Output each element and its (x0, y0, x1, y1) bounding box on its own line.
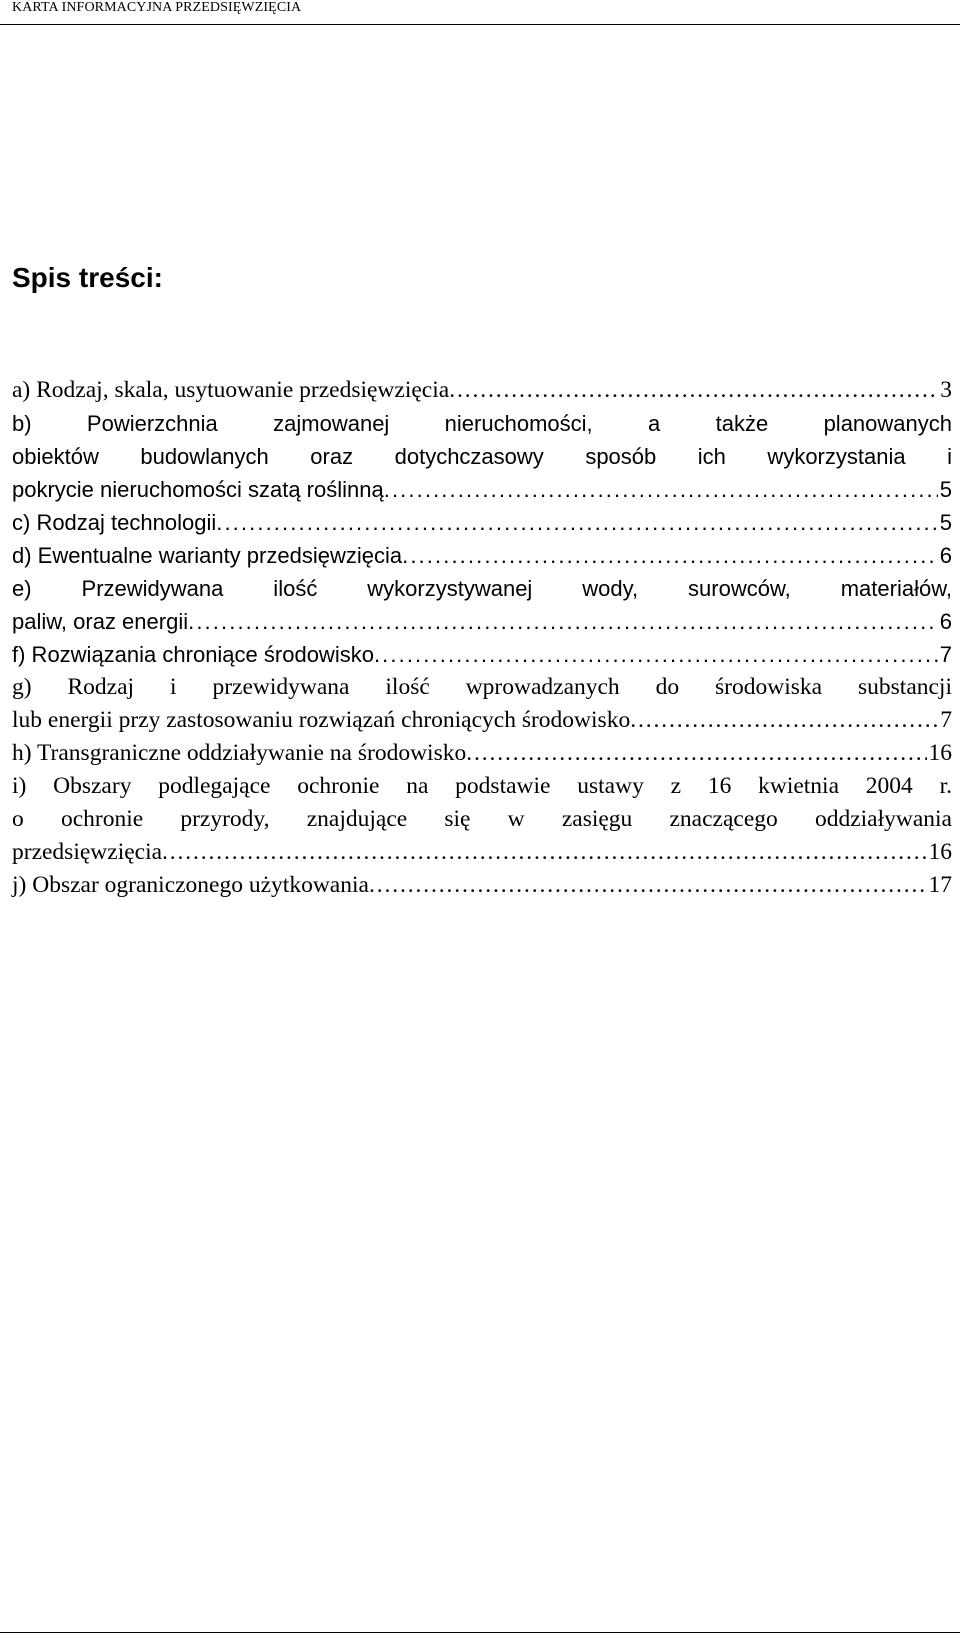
toc-entry-label: c) Rodzaj technologii (12, 510, 217, 535)
toc-entry-label: lub energii przy zastosowaniu rozwiązań chroniących środowisko (12, 707, 631, 733)
toc-page-number: 7 (939, 642, 952, 667)
toc-entry-label: f) Rozwiązania chroniące środowisko (12, 642, 374, 667)
toc-page-number: 3 (940, 377, 952, 403)
toc-line: e) Przewidywana ilość wykorzystywanej wody, surowców, materiałów, (12, 576, 952, 601)
table-of-contents (12, 374, 952, 902)
toc-page-number: 6 (939, 609, 952, 634)
toc-page-number: 17 (928, 872, 952, 898)
dot-leader (216, 506, 938, 539)
dot-leader (466, 737, 926, 770)
toc-line: g) Rodzaj i przewidywana ilość wprowadzanych do środowiska substancji (12, 674, 952, 700)
footer-rule (0, 1632, 960, 1633)
toc-entry-label: h) Transgraniczne oddziaływanie na środowisko (12, 740, 467, 766)
toc-line: obiektów budowlanych oraz dotychczasowy sposób ich wykorzystania i (12, 444, 952, 469)
toc-line (12, 506, 952, 539)
dot-leader (449, 374, 938, 407)
toc-entry-i[interactable] (12, 770, 952, 869)
toc-line (12, 869, 952, 902)
toc-entry-a[interactable] (12, 374, 952, 407)
page-header: KARTA INFORMACYJNA PRZEDSIĘWZIĘCIA (12, 0, 302, 15)
toc-entry-label: paliw, oraz energii (12, 609, 189, 634)
toc-line (12, 374, 952, 407)
toc-page-number: 5 (939, 477, 952, 502)
dot-leader (162, 836, 926, 869)
dot-leader (402, 539, 938, 572)
toc-entry-f[interactable] (12, 638, 952, 671)
toc-line (12, 704, 952, 737)
dot-leader (369, 869, 927, 902)
toc-title: Spis treści: (12, 262, 163, 293)
toc-entry-label: pokrycie nieruchomości szatą roślinną (12, 477, 384, 502)
toc-line (12, 539, 952, 572)
toc-line (12, 638, 952, 671)
toc-entry-g[interactable] (12, 671, 952, 737)
toc-line (12, 737, 952, 770)
toc-entry-label: przedsięwzięcia (12, 839, 163, 865)
toc-page-number: 7 (940, 707, 952, 733)
toc-entry-label: d) Ewentualne warianty przedsięwzięcia (12, 543, 403, 568)
dot-leader (374, 638, 938, 671)
toc-page-number: 16 (928, 740, 952, 766)
toc-line (12, 836, 952, 869)
toc-entry-j[interactable] (12, 869, 952, 902)
toc-line: b) Powierzchnia zajmowanej nieruchomości, a także planowanych (12, 411, 952, 436)
toc-line: i) Obszary podlegające ochronie na podstawie ustawy z 16 kwietnia 2004 r. (12, 773, 952, 799)
toc-entry-label: j) Obszar ograniczonego użytkowania (12, 872, 369, 898)
toc-entry-b[interactable] (12, 407, 952, 506)
toc-page-number: 5 (939, 510, 952, 535)
toc-page-number: 6 (939, 543, 952, 568)
header-rule (0, 24, 960, 25)
toc-entry-h[interactable] (12, 737, 952, 770)
toc-line: o ochronie przyrody, znajdujące się w zasięgu znaczącego oddziaływania (12, 806, 952, 832)
toc-line (12, 605, 952, 638)
toc-entry-label: a) Rodzaj, skala, usytuowanie przedsięwzięcia (12, 377, 450, 403)
dot-leader (188, 605, 938, 638)
dot-leader (384, 473, 938, 506)
toc-entry-e[interactable] (12, 572, 952, 638)
toc-line (12, 473, 952, 506)
toc-page-number: 16 (928, 839, 952, 865)
toc-entry-d[interactable] (12, 539, 952, 572)
toc-entry-c[interactable] (12, 506, 952, 539)
dot-leader (630, 704, 938, 737)
